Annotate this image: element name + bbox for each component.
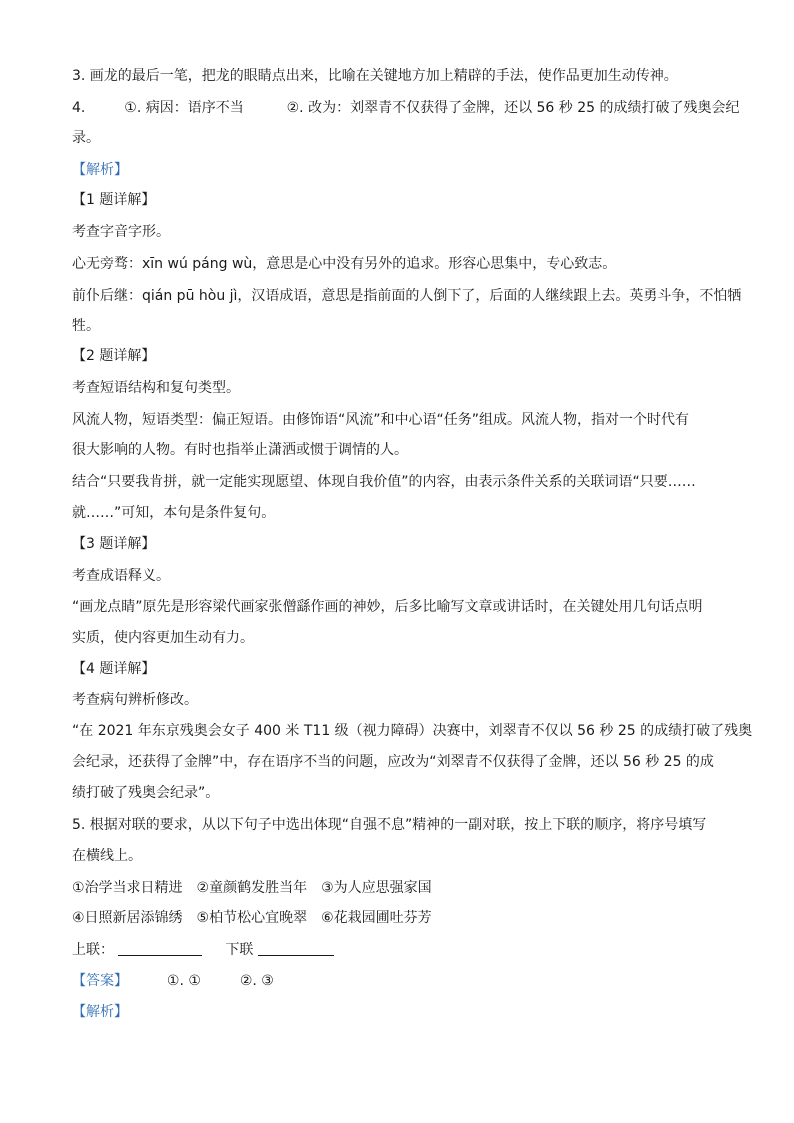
q4-detail-line-2: “在 2021 年东京残奥会女子 400 米 T11 级（视力障碍）决赛中，刘翠青不仅以 56 秒 25 的成绩打破了残奥 — [72, 723, 753, 739]
answer-4-part-2: ②. 改为：刘翠青不仅获得了金牌，还以 56 秒 25 的成绩打破了残奥会纪 — [286, 100, 740, 116]
q2-detail-heading: 【2 题详解】 — [72, 348, 156, 364]
question-5-line-2: 在横线上。 — [72, 848, 142, 864]
upper-couplet-label: 上联： — [72, 942, 114, 958]
answer-5-line — [72, 971, 274, 991]
q3-detail-line-3: 实质，使内容更加生动有力。 — [72, 630, 254, 646]
q1-detail-line-3: 前仆后继：qián pū hòu jì，汉语成语，意思是指前面的人倒下了，后面的人继续跟上去。英勇斗争，不怕牺 — [72, 288, 742, 304]
q1-detail-line-1: 考查字音字形。 — [72, 224, 170, 240]
q2-detail-line-2: 风流人物，短语类型：偏正短语。由修饰语“风流”和中心语“任务”组成。风流人物，指对一个时代有 — [72, 412, 690, 428]
couplet-options-row-1: ①治学当求日精进 ②童颜鹤发胜当年 ③为人应思强家国 — [72, 880, 432, 896]
couplet-options-row-2: ④日照新居添锦绣 ⑤柏节松心宜晚翠 ⑥花栽园圃吐芬芳 — [72, 910, 432, 926]
q2-detail-line-4: 结合“只要我肯拼，就一定能实现愿望、体现自我价值”的内容，由表示条件关系的关联词语“只要…… — [72, 474, 696, 490]
q1-detail-line-4: 牲。 — [72, 318, 100, 334]
analysis-heading-2: 【解析】 — [72, 1004, 128, 1020]
answer-4-number: 4. — [72, 100, 86, 116]
q2-detail-line-3: 很大影响的人物。有时也指举止潇洒或惯于调情的人。 — [72, 442, 408, 458]
answer-3-line: 3. 画龙的最后一笔，把龙的眼睛点出来，比喻在关键地方加上精辟的手法，使作品更加生动传神。 — [72, 68, 678, 84]
lower-couplet-label: 下联 — [225, 942, 254, 958]
q4-detail-line-1: 考查病句辨析修改。 — [72, 692, 198, 708]
answer-4-part-1: ①. 病因：语序不当 — [124, 100, 244, 116]
answer-4-line-cont: 录。 — [72, 130, 100, 146]
q2-detail-line-5: 就……”可知，本句是条件复句。 — [72, 505, 276, 521]
answer-5-part-1: ①. ① — [166, 973, 201, 989]
q2-detail-line-1: 考查短语结构和复句类型。 — [72, 380, 240, 396]
upper-couplet-blank — [118, 941, 202, 956]
q4-detail-heading: 【4 题详解】 — [72, 661, 156, 677]
q3-detail-line-2: “画龙点睛”原先是形容梁代画家张僧繇作画的神妙，后多比喻写文章或讲话时，在关键处用几句话点明 — [72, 599, 703, 615]
couplet-answer-line — [72, 940, 334, 960]
question-5-line-1: 5. 根据对联的要求，从以下句子中选出体现“自强不息”精神的一副对联，按上下联的顺序，将序号填写 — [72, 817, 707, 833]
q3-detail-heading: 【3 题详解】 — [72, 536, 156, 552]
q1-detail-line-2: 心无旁骛：xīn wú páng wù，意思是心中没有另外的追求。形容心思集中，专心致志。 — [72, 256, 617, 272]
q4-detail-line-3: 会纪录，还获得了金牌”中，存在语序不当的问题，应改为“刘翠青不仅获得了金牌，还以 56 秒 25 的成 — [72, 754, 714, 770]
analysis-heading: 【解析】 — [72, 162, 128, 178]
answer-4-line — [72, 98, 740, 118]
lower-couplet-blank — [258, 941, 334, 956]
q4-detail-line-4: 绩打破了残奥会纪录”。 — [72, 785, 220, 801]
answer-heading: 【答案】 — [72, 973, 128, 989]
answer-5-part-2: ②. ③ — [239, 973, 274, 989]
q3-detail-line-1: 考查成语释义。 — [72, 568, 170, 584]
q1-detail-heading: 【1 题详解】 — [72, 192, 156, 208]
